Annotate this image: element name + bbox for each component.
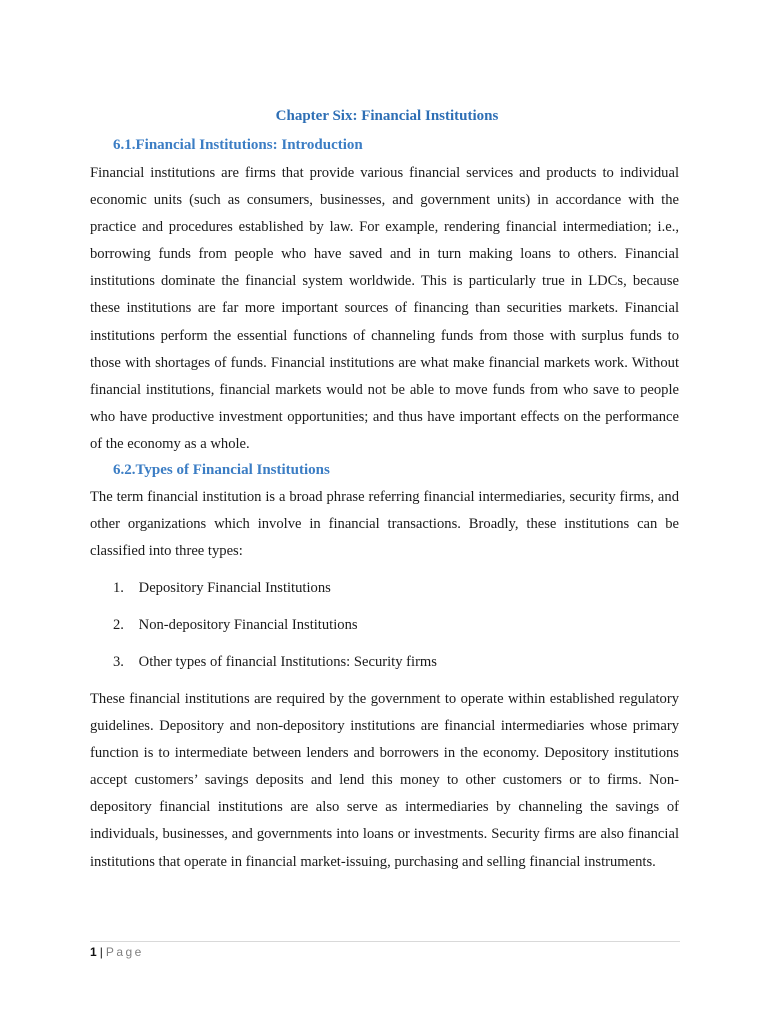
list-item-number: 3. [113,654,124,671]
list-item-text: Other types of financial Institutions: Security firms [138,654,437,671]
footer-separator: | [99,945,103,959]
intro-paragraph: Financial institutions are firms that provide various financial services and products to individual economic units (such as consumers, businesses, and government units) in accordance with the practice and procedures established by law. For example, rendering financial intermediation; i.e., borrowing funds from people who have saved and in turn making loans to others. Financial institutions dominate the financial system worldwide. This is particularly true in LDCs, because these institutions are far more important sources of financing than securities markets. Financial institutions perform the essential functions of channeling funds from those with surplus funds to those with shortages of funds. Financial institutions are what make financial markets work. Without financial institutions, financial markets would not be able to move funds from who save to people who have productive investment opportunities; and thus have important effects on the performance of the economy as a whole. [90,165,679,452]
page-number: 1 [90,945,97,959]
section-heading-intro: 6.1.Financial Institutions: Introduction [113,137,363,153]
chapter-title: Chapter Six: Financial Institutions [275,108,499,124]
list-item-number: 2. [113,617,124,634]
list-item [113,576,437,613]
list-item-text: Depository Financial Institutions [138,580,331,596]
footer-divider [90,941,680,942]
page-label: Page [105,945,144,959]
section-heading-types: 6.2.Types of Financial Institutions [113,462,330,478]
list-item-text: Non-depository Financial Institutions [138,617,358,634]
closing-paragraph: These financial institutions are required by the government to operate within established regulatory guidelines. Depository and non-depository institutions are financial intermediaries whose primary function is to intermediate between lenders and borrowers in the economy. Depository institutions accept customers’ savings deposits and lend this money to other customers or to firms. Non-depository financial institutions are also serve as intermediaries by channeling the savings of individuals, businesses, and governments into loans or investments. Security firms are also financial institutions that operate in financial market-issuing, purchasing and selling financial instruments. [90,691,679,870]
types-paragraph: The term financial institution is a broad phrase referring financial intermediaries, security firms, and other organizations which involve in financial transactions. Broadly, these institutions can be classified into three types: [90,489,679,560]
types-list [113,576,437,688]
list-item-number: 1. [113,580,124,596]
list-item [113,650,437,687]
list-item [113,613,437,650]
page-footer [90,945,144,959]
